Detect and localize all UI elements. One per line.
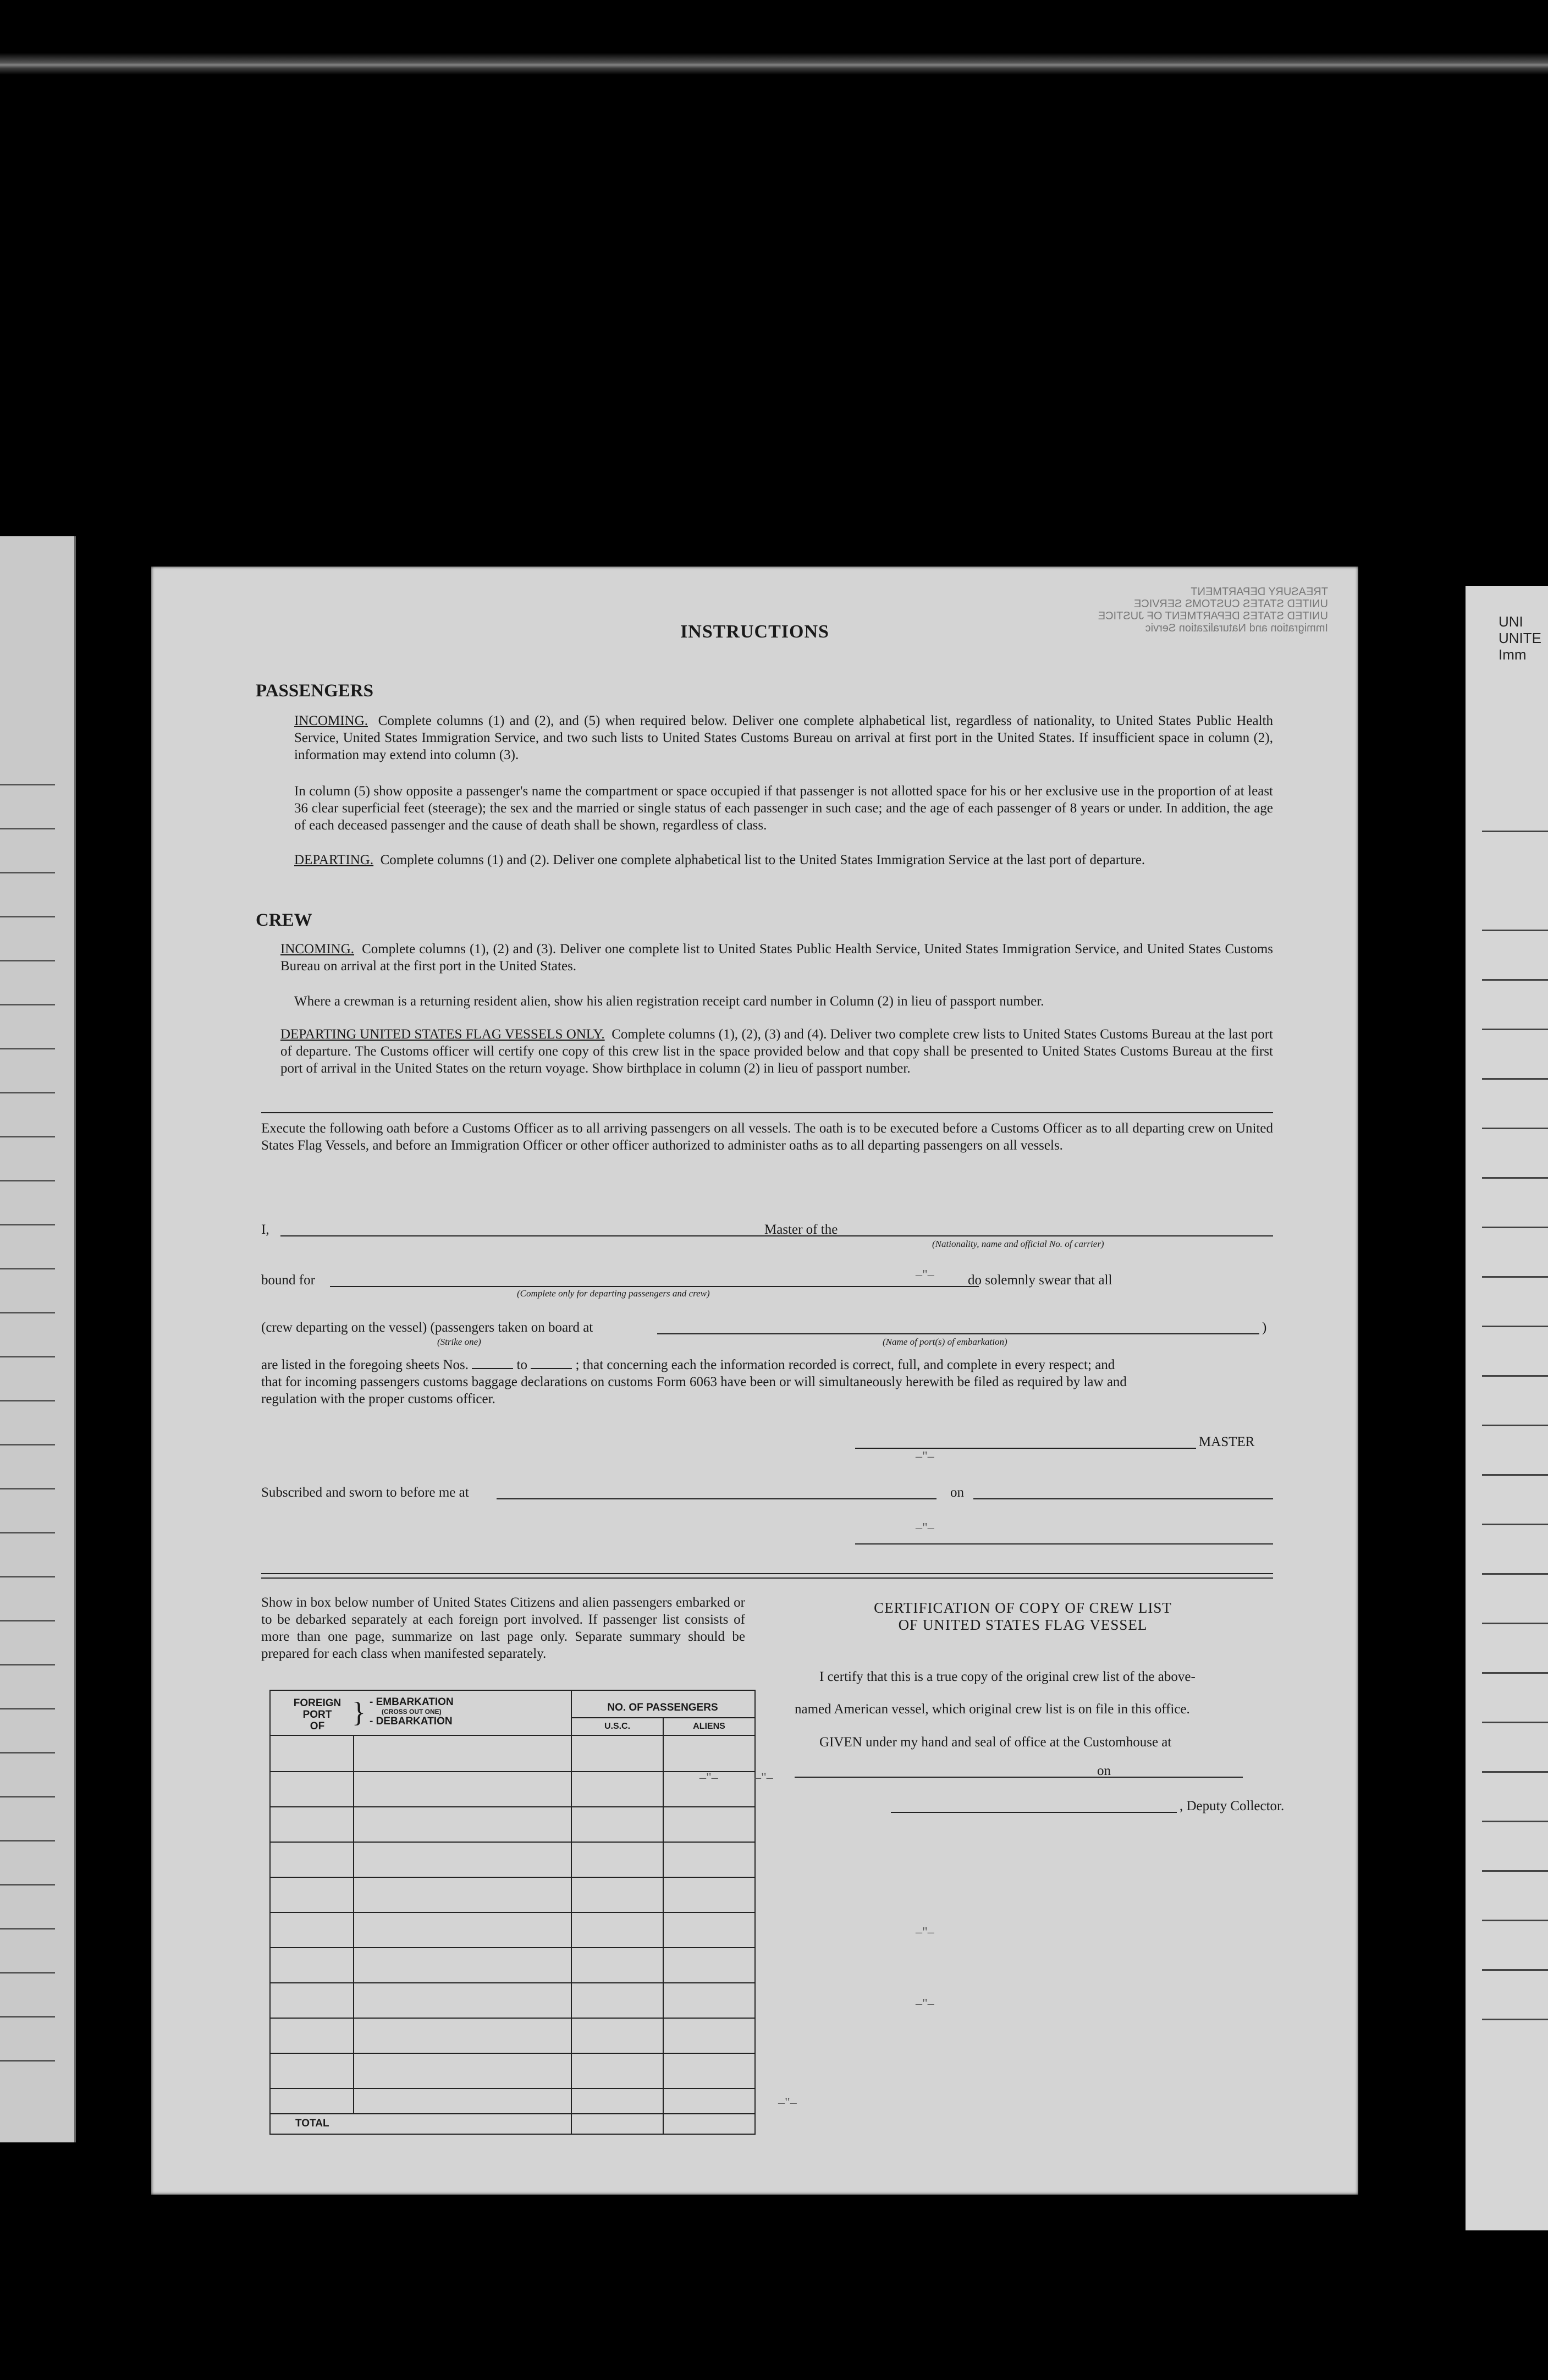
passengers-column5-paragraph: In column (5) show opposite a passenger's name the compartment or space occupied if that passenger is not allotted space for his or her exclusive use in the proportion of at least 36 clear superficial feet (steerage); the sex and the married or single status of each passenger in such case; and the age of each passenger of 8 years or under. In addition, the age of each deceased passenger and the cause of death shall be shown, regardless of class. (294, 784, 1273, 833)
oath-master-label: MASTER (1199, 1434, 1255, 1449)
table-row-rule (271, 1912, 754, 1913)
table-row-rule (271, 1947, 754, 1948)
crew-incoming-paragraph (280, 941, 1273, 975)
certification-title-line-1: CERTIFICATION OF COPY OF CREW LIST (874, 1600, 1172, 1616)
passengers-heading: PASSENGERS (256, 681, 373, 701)
ditto-mark: –"– (778, 2096, 797, 2110)
oath-listed-text-2: ; that concerning each the information recorded is correct, full, and complete in every respect; and (575, 1357, 1115, 1372)
table-row-rule (271, 1771, 754, 1772)
deputy-collector-label: , Deputy Collector. (1180, 1799, 1285, 1813)
col-divider-aliens (663, 1717, 664, 2134)
certification-line-1: I certify that this is a true copy of the original crew list of the above- (819, 1669, 1196, 1684)
crew-heading: CREW (256, 910, 312, 930)
bleed-through-line: TREASURY DEPARTMENT (1191, 586, 1328, 598)
col-foreign-line: FOREIGN (293, 1697, 341, 1709)
strike-one-caption: (Strike one) (437, 1337, 481, 1347)
double-rule-top (261, 1573, 1273, 1574)
film-edge-band (0, 53, 1548, 75)
col-divider-port (353, 1735, 354, 2114)
oath-intro: Execute the following oath before a Customs Officer as to all arriving passengers on all vessels. The oath is to be executed before a Customs Officer as to all departing crew on United States Flag Vessels, and before an Immigration Officer or other officer authorized to administer oaths as to all departing passengers on all vessels. (261, 1121, 1273, 1153)
table-row-rule (271, 2018, 754, 2019)
ditto-mark: –"– (916, 1925, 934, 1939)
right-stamp (1499, 613, 1541, 663)
table-row-rule (271, 2088, 754, 2089)
col-foreign-line: PORT (302, 1709, 332, 1721)
embark-debark-label (370, 1696, 454, 1727)
oath-ports-line (657, 1333, 1259, 1334)
cross-out-label: (CROSS OUT ONE) (382, 1708, 442, 1716)
certification-title-line-2: OF UNITED STATES FLAG VESSEL (898, 1617, 1148, 1633)
oath-bound-line (330, 1286, 979, 1287)
oath-bound-for: bound for (261, 1273, 315, 1288)
subscribed-date-line[interactable] (973, 1498, 1273, 1499)
oath-listed-paragraph (261, 1356, 1273, 1408)
passengers-departing-label: DEPARTING. (294, 853, 374, 867)
right-adjacent-page (1466, 586, 1548, 2230)
crew-resident-paragraph: Where a crewman is a returning resident alien, show his alien registration receipt card number in Column (2) in lieu of passport number. (294, 994, 1044, 1009)
col-foreign-port (284, 1697, 350, 1732)
passenger-summary-table (269, 1690, 773, 2135)
oath-subscribed: Subscribed and sworn to before me at (261, 1485, 469, 1500)
oath-on: on (950, 1485, 964, 1500)
sheet-to-field[interactable] (531, 1368, 572, 1369)
brace-icon: } (352, 1697, 366, 1728)
page-title: INSTRUCTIONS (680, 622, 829, 642)
oath-crew-departing: (crew departing on the vessel) (passengers taken on board at (261, 1320, 593, 1335)
bleed-through-line: UNITED STATES DEPARTMENT OF JUSTICE (1098, 610, 1328, 622)
debarkation-label: - DEBARKATION (370, 1716, 453, 1727)
oath-close-paren: ) (1262, 1320, 1267, 1335)
usc-header: U.S.C. (604, 1722, 631, 1731)
left-adjacent-page (0, 536, 76, 2142)
master-signature-line[interactable] (855, 1448, 1196, 1449)
double-rule-bottom (261, 1577, 1273, 1579)
right-stamp-line: UNI (1499, 613, 1523, 630)
form-sheet (151, 567, 1358, 2195)
oath-i: I, (261, 1222, 269, 1237)
ditto-mark: –"– (916, 1268, 934, 1282)
certification-on: on (1097, 1763, 1111, 1778)
certification-line-3: GIVEN under my hand and seal of office at the Customhouse at (819, 1735, 1172, 1750)
col-foreign-line: OF (310, 1721, 325, 1732)
ditto-mark: –"– (916, 1449, 934, 1464)
no-of-passengers-header: NO. OF PASSENGERS (607, 1702, 718, 1713)
crew-incoming-label: INCOMING. (280, 942, 355, 957)
passengers-incoming-paragraph (294, 712, 1273, 763)
oath-vessel-line (852, 1235, 1273, 1236)
bleed-through-line: UNITED STATES CUSTOMS SERVICE (1133, 598, 1328, 610)
crew-departing-paragraph (280, 1026, 1273, 1077)
officer-signature-line[interactable] (855, 1543, 1273, 1544)
table-row-rule (271, 2053, 754, 2054)
passengers-departing-paragraph (294, 851, 1273, 869)
oath-listed-text-3: that for incoming passengers customs baggage declarations on customs Form 6063 have been or will simultaneously herewith be filed as required by law and (261, 1375, 1127, 1389)
table-row-rule (271, 1842, 754, 1843)
table-row-rule (271, 1877, 754, 1878)
embarkation-label: - EMBARKATION (370, 1696, 454, 1708)
oath-listed-to: to (516, 1357, 527, 1372)
oath-master-of-the: Master of the (764, 1222, 838, 1237)
right-stamp-line: UNITE (1499, 630, 1541, 646)
crew-departing-label: DEPARTING UNITED STATES FLAG VESSELS ONLY. (280, 1027, 605, 1042)
ditto-mark: –"– (916, 1997, 934, 2011)
bleed-through-line: Immigration and Naturalization Servic (1145, 622, 1328, 634)
complete-caption: (Complete only for departing passengers and crew) (517, 1288, 710, 1299)
subscribed-place-line[interactable] (497, 1498, 936, 1499)
table-row-rule (271, 1982, 754, 1983)
table-total-rule (271, 2113, 754, 2114)
summary-instructions: Show in box below number of United States Citizens and alien passengers embarked or to be debarked separately at each foreign port involved. If passenger list consists of more than one page, summarize on last page only. Separate summary should be prepared for each class when manifested separately. (261, 1595, 745, 1661)
table-row-rule (271, 1806, 754, 1807)
table-header-rule (271, 1735, 754, 1736)
oath-listed-text-4: regulation with the proper customs officer. (261, 1392, 495, 1406)
ditto-mark: –"– (754, 1771, 773, 1785)
passengers-incoming-text: Complete columns (1) and (2), and (5) when required below. Deliver one complete alphabetical list, regardless of nationality, to United States Public Health Service, United States Immigration Service, and two such lists to United States Customs Bureau on arrival at first port in the United States. If insufficient space in column (2), information may extend into column (3). (294, 713, 1273, 762)
sheet-from-field[interactable] (472, 1368, 513, 1369)
right-stamp-line: Imm (1499, 646, 1527, 663)
passengers-departing-text: Complete columns (1) and (2). Deliver one complete alphabetical list to the United States Immigration Service at the last port of departure. (380, 853, 1145, 867)
deputy-signature-line[interactable] (891, 1812, 1177, 1813)
certification-title (784, 1600, 1262, 1634)
certification-line-2: named American vessel, which original crew list is on file in this office. (795, 1702, 1190, 1717)
nationality-caption: (Nationality, name and official No. of carrier) (932, 1239, 1104, 1249)
oath-listed-text-1: are listed in the foregoing sheets Nos. (261, 1357, 469, 1372)
passengers-incoming-label: INCOMING. (294, 713, 368, 728)
ditto-mark: –"– (699, 1771, 718, 1785)
aliens-header: ALIENS (693, 1722, 725, 1731)
customhouse-line[interactable] (795, 1777, 1243, 1778)
total-label: TOTAL (295, 2118, 329, 2129)
oath-do-solemnly: do solemnly swear that all (968, 1273, 1112, 1288)
ports-caption: (Name of port(s) of embarkation) (883, 1337, 1007, 1347)
ditto-mark: –"– (916, 1521, 934, 1535)
crew-departing-text: Complete columns (1), (2), (3) and (4). Deliver two complete crew lists to United States Customs Bureau at the last port of departure. The Customs officer will certify one copy of this crew list in the space provided below and that copy shall be presented to United States Customs Bureau at the first port of arrival in the United States on the return voyage. Show birthplace in column (2) in lieu of passport number. (280, 1027, 1273, 1076)
crew-incoming-text: Complete columns (1), (2) and (3). Deliver one complete list to United States Public Health Service, United States Immigration Service, and United States Customs Bureau on arrival at the first port in the United States. (280, 942, 1274, 974)
section-divider (261, 1112, 1273, 1113)
